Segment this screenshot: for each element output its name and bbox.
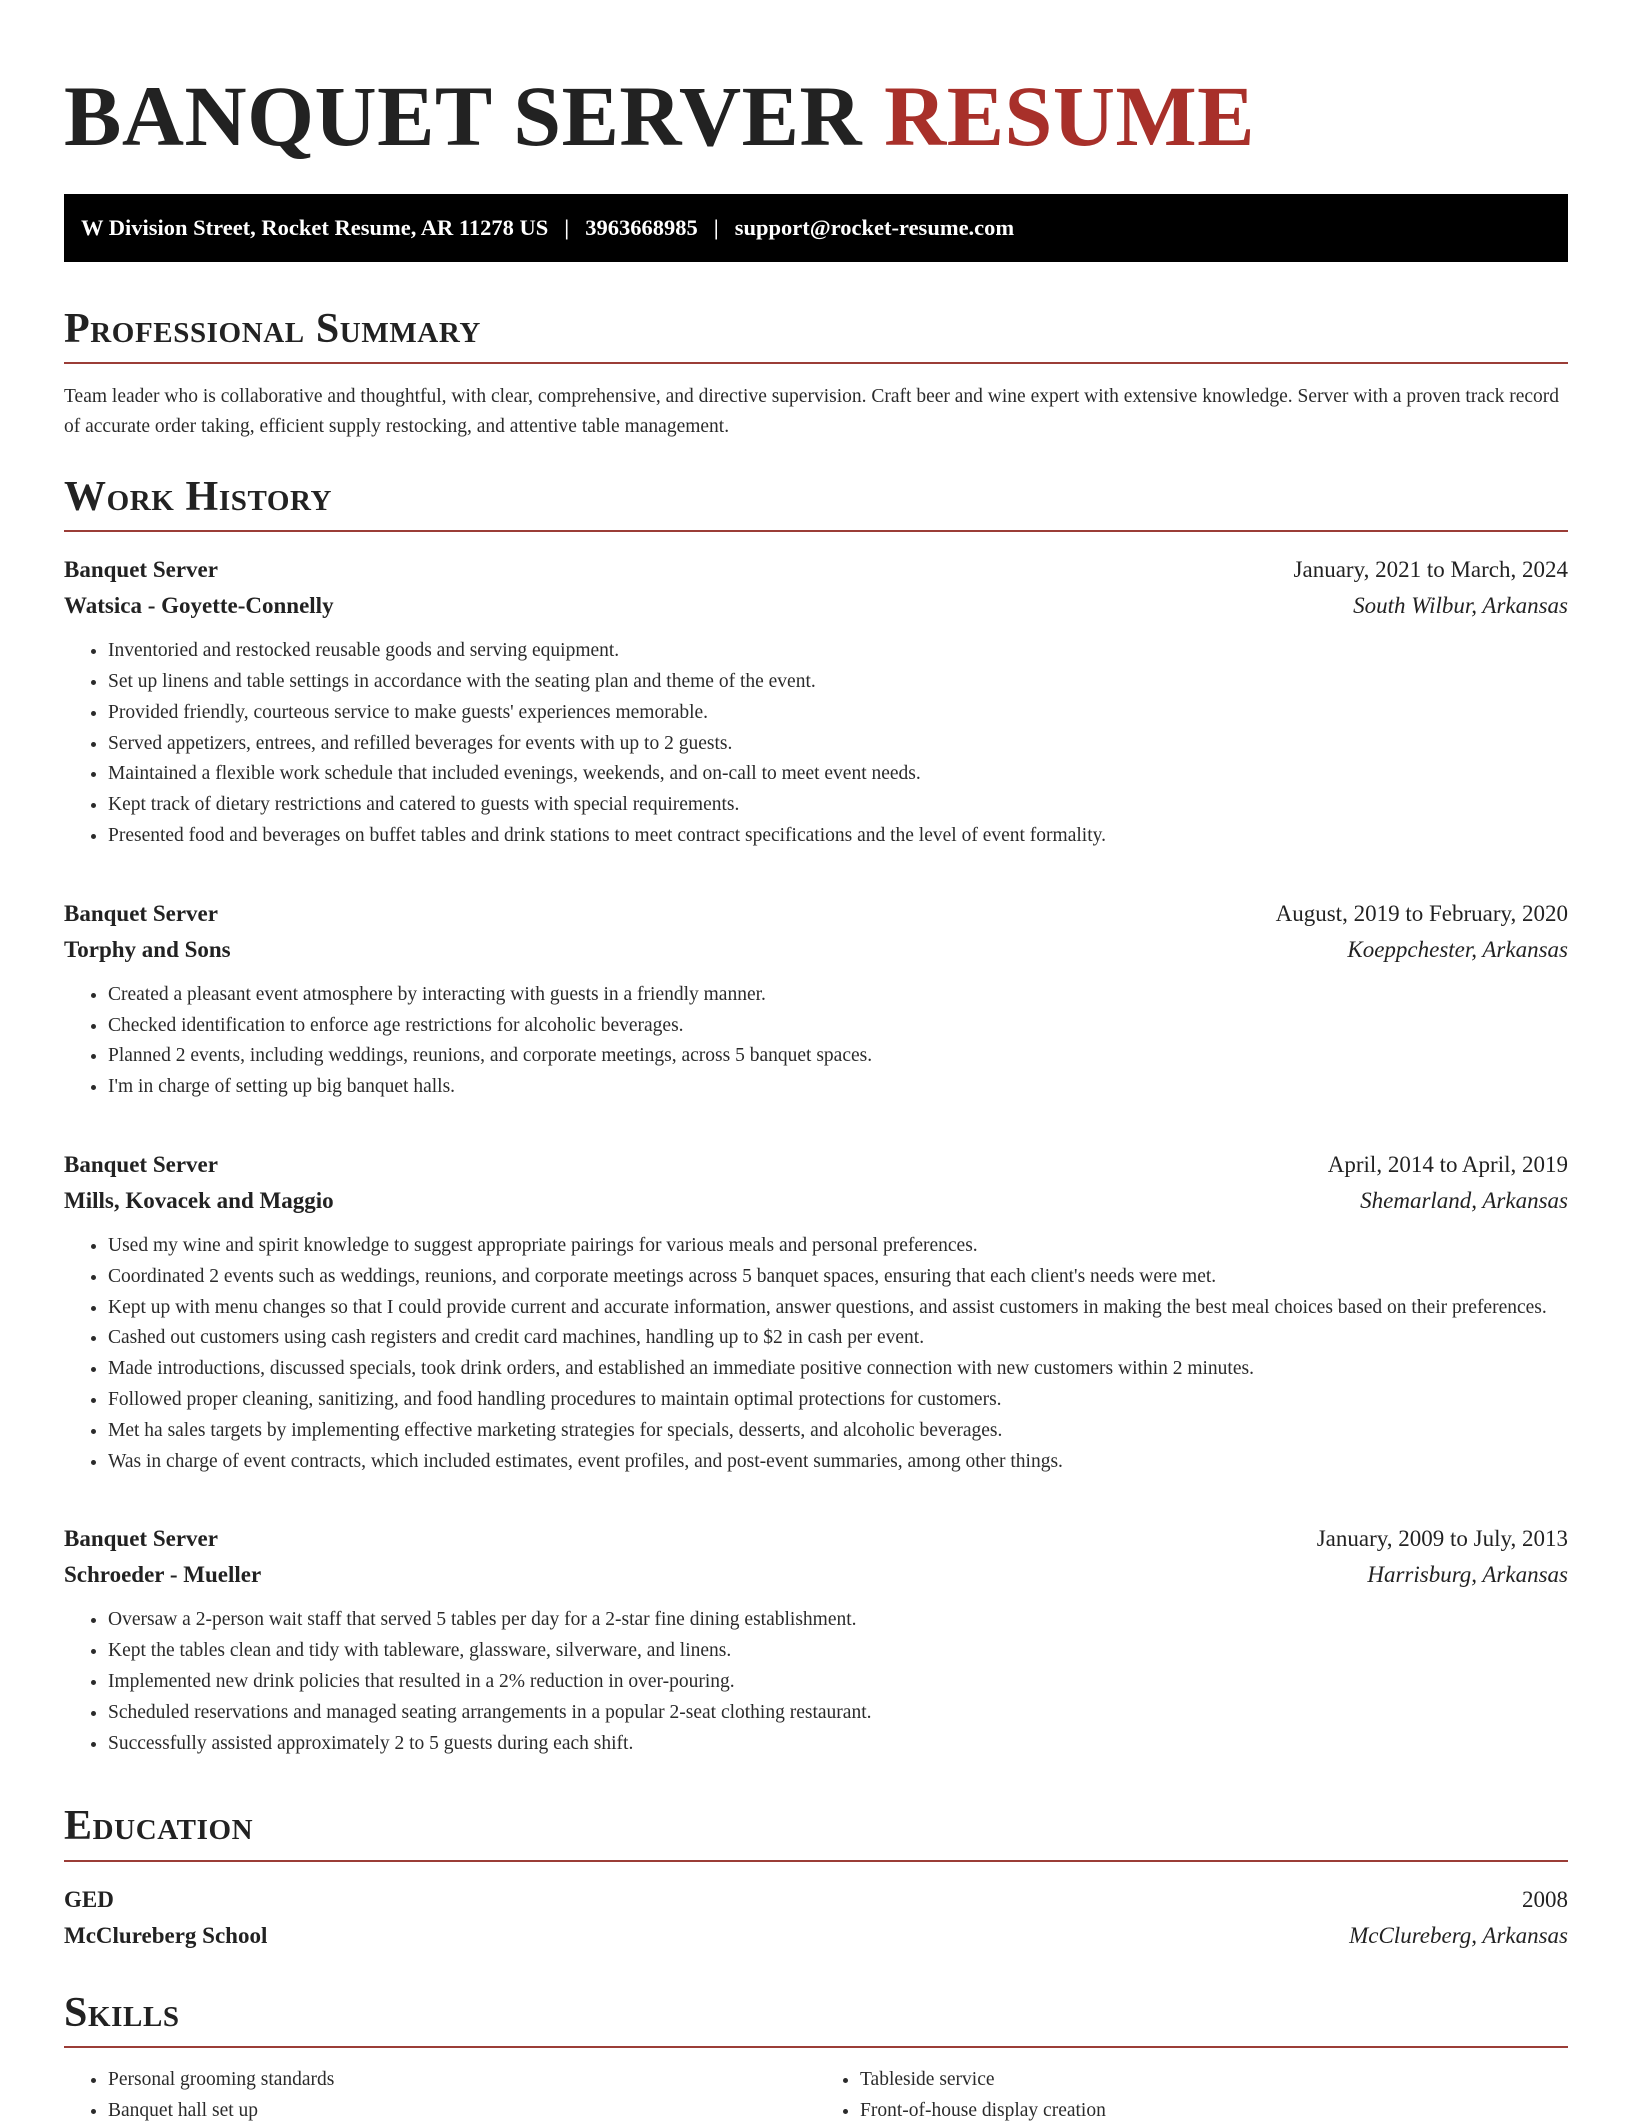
job-bullet: • Inventoried and restocked reusable goods and serving equipment. [108, 636, 1568, 667]
title-accent: RESUME [884, 68, 1256, 164]
job-bullets [64, 636, 1568, 852]
job-bullet: • Was in charge of event contracts, which included estimates, event profiles, and post-event summaries, among other things. [108, 1447, 1568, 1478]
job-entry [64, 896, 1568, 1103]
education-section [64, 1803, 1568, 1953]
job-bullet: • Oversaw a 2-person wait staff that served 5 tables per day for a 2-star fine dining establishment. [108, 1605, 1568, 1636]
job-header-row [64, 896, 1568, 932]
job-bullets [64, 1231, 1568, 1477]
education-degree-row [64, 1882, 1568, 1918]
job-bullet: • I'm in charge of setting up big banquet halls. [108, 1072, 1568, 1103]
job-title: Banquet Server [64, 1152, 218, 1178]
education-location: McClureberg, Arkansas [1349, 1922, 1568, 1948]
job-company-row [64, 588, 1568, 624]
job-bullet: • Used my wine and spirit knowledge to suggest appropriate pairings for various meals and personal preferences. [108, 1231, 1568, 1262]
skills-heading: Skills [64, 1990, 1568, 2048]
education-school-row [64, 1918, 1568, 1954]
job-entry [64, 1521, 1568, 1759]
job-bullet: • Made introductions, discussed specials, took drink orders, and established an immediate positive connection with new customers within 2 minutes. [108, 1354, 1568, 1385]
job-bullet: • Kept track of dietary restrictions and catered to guests with special requirements. [108, 790, 1568, 821]
job-dates: August, 2019 to February, 2020 [1275, 900, 1568, 926]
job-bullet: • Provided friendly, courteous service to make guests' experiences memorable. [108, 698, 1568, 729]
job-dates: April, 2014 to April, 2019 [1327, 1152, 1568, 1178]
title-main: BANQUET SERVER [64, 68, 863, 164]
job-dates: January, 2021 to March, 2024 [1293, 557, 1568, 583]
work-history-heading: Work History [64, 474, 1568, 532]
job-bullet: • Scheduled reservations and managed seating arrangements in a popular 2-seat clothing restaurant. [108, 1698, 1568, 1729]
job-location: Koeppchester, Arkansas [1347, 936, 1568, 962]
job-bullet: • Implemented new drink policies that resulted in a 2% reduction in over-pouring. [108, 1667, 1568, 1698]
contact-address: W Division Street, Rocket Resume, AR 11278 US [81, 214, 549, 240]
job-entry [64, 552, 1568, 852]
job-bullet: • Planned 2 events, including weddings, reunions, and corporate meetings, across 5 banquet spaces. [108, 1041, 1568, 1072]
job-bullets [64, 1605, 1568, 1759]
job-header-row [64, 552, 1568, 588]
skill-item: • Tableside service [860, 2064, 1568, 2095]
job-company: Torphy and Sons [64, 936, 231, 962]
job-bullet: • Checked identification to enforce age restrictions for alcoholic beverages. [108, 1011, 1568, 1042]
job-company: Watsica - Goyette-Connelly [64, 593, 334, 619]
job-bullet: • Maintained a flexible work schedule that included evenings, weekends, and on-call to meet event needs. [108, 759, 1568, 790]
skills-column-right [816, 2064, 1568, 2126]
job-bullet: • Coordinated 2 events such as weddings, reunions, and corporate meetings across 5 banquet spaces, ensuring that each client's needs were met. [108, 1262, 1568, 1293]
contact-phone: 3963668985 [585, 214, 698, 240]
skills-section [64, 1990, 1568, 2126]
job-bullet: • Created a pleasant event atmosphere by interacting with guests in a friendly manner. [108, 980, 1568, 1011]
job-bullet: • Kept the tables clean and tidy with tableware, glassware, silverware, and linens. [108, 1636, 1568, 1667]
job-title: Banquet Server [64, 557, 218, 583]
job-location: Shemarland, Arkansas [1360, 1188, 1568, 1214]
contact-bar [64, 194, 1568, 262]
skill-item: • Front-of-house display creation [860, 2095, 1568, 2126]
work-history-section [64, 474, 1568, 1759]
contact-email: support@rocket-resume.com [734, 214, 1015, 240]
summary-heading: Professional Summary [64, 306, 1568, 364]
job-bullet: • Kept up with menu changes so that I could provide current and accurate information, answer questions, and assist customers in making the best meal choices based on their preferences. [108, 1293, 1568, 1324]
job-company: Mills, Kovacek and Maggio [64, 1188, 334, 1214]
job-bullet: • Followed proper cleaning, sanitizing, and food handling procedures to maintain optimal protections for customers. [108, 1385, 1568, 1416]
job-bullet: • Met ha sales targets by implementing effective marketing strategies for specials, desserts, and alcoholic beverages. [108, 1416, 1568, 1447]
job-company-row [64, 1557, 1568, 1593]
job-bullet: • Presented food and beverages on buffet tables and drink stations to meet contract specifications and the level of event formality. [108, 821, 1568, 852]
job-company-row [64, 932, 1568, 968]
job-bullet: • Served appetizers, entrees, and refilled beverages for events with up to 2 guests. [108, 729, 1568, 760]
job-location: South Wilbur, Arkansas [1353, 593, 1568, 619]
skill-item: • Banquet hall set up [108, 2095, 816, 2126]
job-location: Harrisburg, Arkansas [1367, 1562, 1568, 1588]
summary-section [64, 306, 1568, 442]
job-company: Schroeder - Mueller [64, 1562, 262, 1588]
skills-column-left [64, 2064, 816, 2126]
summary-text: Team leader who is collaborative and thoughtful, with clear, comprehensive, and directive supervision. Craft beer and wine expert with extensive knowledge. Server with a proven track record of accurate order taking, efficient supply restocking, and attentive table management. [64, 386, 1560, 438]
job-bullets [64, 980, 1568, 1103]
resume-title [64, 64, 1568, 169]
education-degree: GED [64, 1886, 114, 1912]
job-bullet: • Set up linens and table settings in accordance with the seating plan and theme of the event. [108, 667, 1568, 698]
job-dates: January, 2009 to July, 2013 [1316, 1526, 1568, 1552]
contact-separator: | [564, 214, 570, 240]
job-entry [64, 1147, 1568, 1477]
job-title: Banquet Server [64, 900, 218, 926]
education-year: 2008 [1522, 1886, 1568, 1912]
job-bullet: • Cashed out customers using cash registers and credit card machines, handling up to $2 in cash per event. [108, 1323, 1568, 1354]
job-company-row [64, 1183, 1568, 1219]
education-heading: Education [64, 1803, 1568, 1861]
education-school: McClureberg School [64, 1922, 268, 1948]
contact-separator: | [713, 214, 719, 240]
skills-grid [64, 2064, 1568, 2126]
job-bullet: • Successfully assisted approximately 2 to 5 guests during each shift. [108, 1729, 1568, 1760]
job-header-row [64, 1147, 1568, 1183]
job-title: Banquet Server [64, 1526, 218, 1552]
skill-item: • Personal grooming standards [108, 2064, 816, 2095]
job-header-row [64, 1521, 1568, 1557]
education-entry [64, 1882, 1568, 1954]
